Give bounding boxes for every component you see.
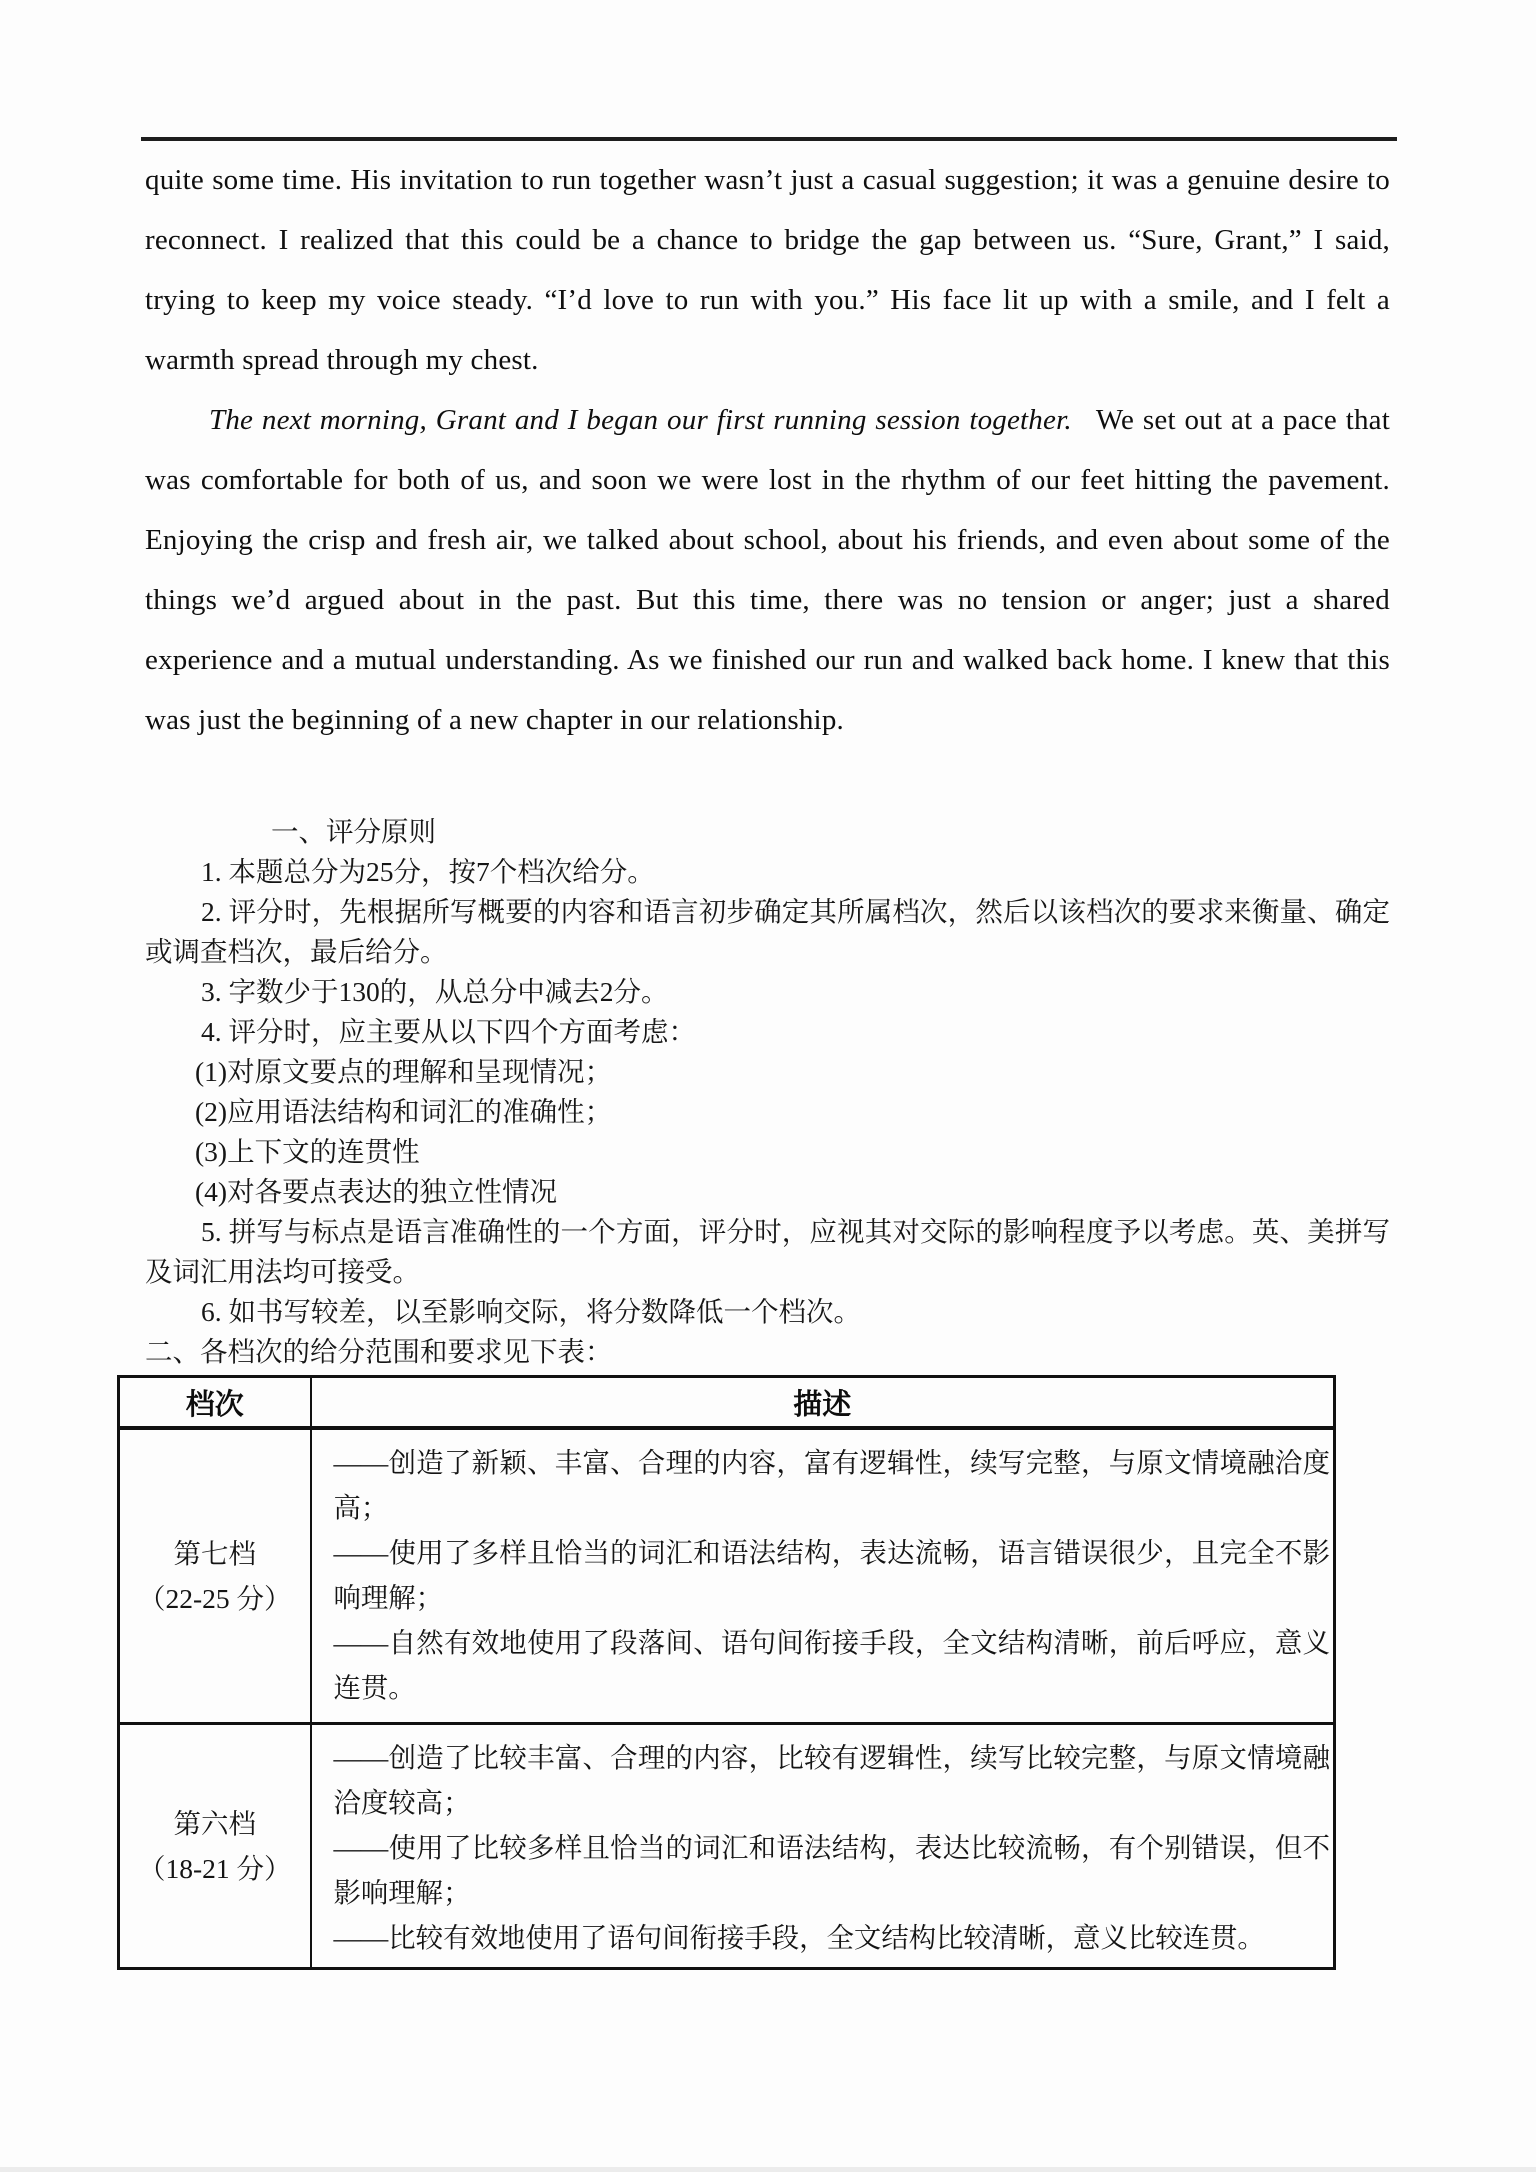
page-top-rule <box>141 137 1397 141</box>
grading-rubric-table <box>117 1375 1336 1970</box>
scoring-item-1: 1. 本题总分为25分，按7个档次给分。 <box>201 856 655 887</box>
rubric-header-row <box>119 1377 1335 1429</box>
level-7-name: 第七档 <box>173 1537 256 1569</box>
level-7-criterion-3: ——自然有效地使用了段落间、语句间衔接手段，全文结构清晰，前后呼应，意义连贯。 <box>333 1628 1330 1703</box>
scoring-principles-section <box>145 812 1390 1372</box>
level-7-label-cell <box>119 1428 311 1723</box>
level-6-label-cell <box>119 1723 311 1968</box>
level-7-criterion-1: ——创造了新颖、丰富、合理的内容，富有逻辑性，续写完整，与原文情境融洽度高； <box>333 1448 1330 1523</box>
level-6-name: 第六档 <box>173 1807 256 1839</box>
scoring-section-2-title: 二、各档次的给分范围和要求见下表： <box>145 1336 613 1367</box>
scoring-item-5: 5. 拼写与标点是语言准确性的一个方面，评分时，应视其对交际的影响程度予以考虑。英、美拼写及词汇用法均可接受。 <box>145 1216 1390 1287</box>
level-6-criterion-2: ——使用了比较多样且恰当的词汇和语法结构，表达比较流畅，有个别错误，但不影响理解； <box>333 1832 1330 1908</box>
rubric-row-level-6 <box>119 1723 1335 1968</box>
scoring-item-4: 4. 评分时，应主要从以下四个方面考虑： <box>201 1016 696 1047</box>
level-7-score-range: （22-25 分） <box>137 1582 292 1614</box>
story-paragraph-1: quite some time. His invitation to run together wasn’t just a casual suggestion; it was a genuine desire to reconnect. I realized that this could be a chance to bridge the gap between us. “Sure, Grant,” I said, trying to keep my voice steady. “I’d love to run with you.” His face lit up with a smile, and I felt a warmth spread through my chest. <box>145 164 1390 376</box>
scoring-item-4-sub-2: (2)应用语法结构和词汇的准确性； <box>195 1096 613 1127</box>
story-paragraph-2-body: We set out at a pace that was comfortable for both of us, and soon we were lost in the rhythm of our feet hitting the pavement. Enjoying the crisp and fresh air, we talked about school, about his friends, and even about some of the things we’d argued about in the past. But this time, there was no tension or anger; just a shared experience and a mutual understanding. As we finished our run and walked back home. I knew that this was just the beginning of a new chapter in our relationship. <box>145 404 1391 736</box>
level-6-description-cell <box>311 1723 1335 1968</box>
page-content <box>137 150 1391 1970</box>
level-6-criterion-3: ——比较有效地使用了语句间衔接手段，全文结构比较清晰，意义比较连贯。 <box>333 1922 1265 1953</box>
scoring-item-4-sub-3: (3)上下文的连贯性 <box>195 1136 420 1167</box>
scoring-item-3: 3. 字数少于130的，从总分中减去2分。 <box>201 976 669 1007</box>
level-6-criterion-1: ——创造了比较丰富、合理的内容，比较有逻辑性，续写比较完整，与原文情境融洽度较高； <box>333 1742 1330 1818</box>
level-6-score-range: （18-21 分） <box>137 1852 292 1884</box>
scoring-item-4-sub-4: (4)对各要点表达的独立性情况 <box>195 1176 558 1207</box>
story-paragraph-2-italic-lead: The next morning, Grant and I began our first running session together. <box>209 404 1072 436</box>
story-section <box>145 150 1390 750</box>
scoring-item-6: 6. 如书写较差，以至影响交际，将分数降低一个档次。 <box>201 1296 861 1327</box>
scoring-section-1-title: 一、评分原则 <box>271 816 436 847</box>
level-7-criterion-2: ——使用了多样且恰当的词汇和语法结构，表达流畅，语言错误很少，且完全不影响理解； <box>333 1538 1330 1613</box>
scoring-item-4-sub-1: (1)对原文要点的理解和呈现情况； <box>195 1056 613 1087</box>
page-bottom-scan-edge <box>0 2167 1536 2172</box>
rubric-header-description: 描述 <box>311 1377 1335 1429</box>
rubric-header-level: 档次 <box>119 1377 311 1429</box>
level-7-description-cell <box>311 1428 1335 1723</box>
scoring-item-2: 2. 评分时，先根据所写概要的内容和语言初步确定其所属档次，然后以该档次的要求来衡量、确定或调查档次，最后给分。 <box>145 896 1390 967</box>
story-paragraph-2 <box>145 390 1390 750</box>
rubric-row-level-7 <box>119 1428 1335 1723</box>
